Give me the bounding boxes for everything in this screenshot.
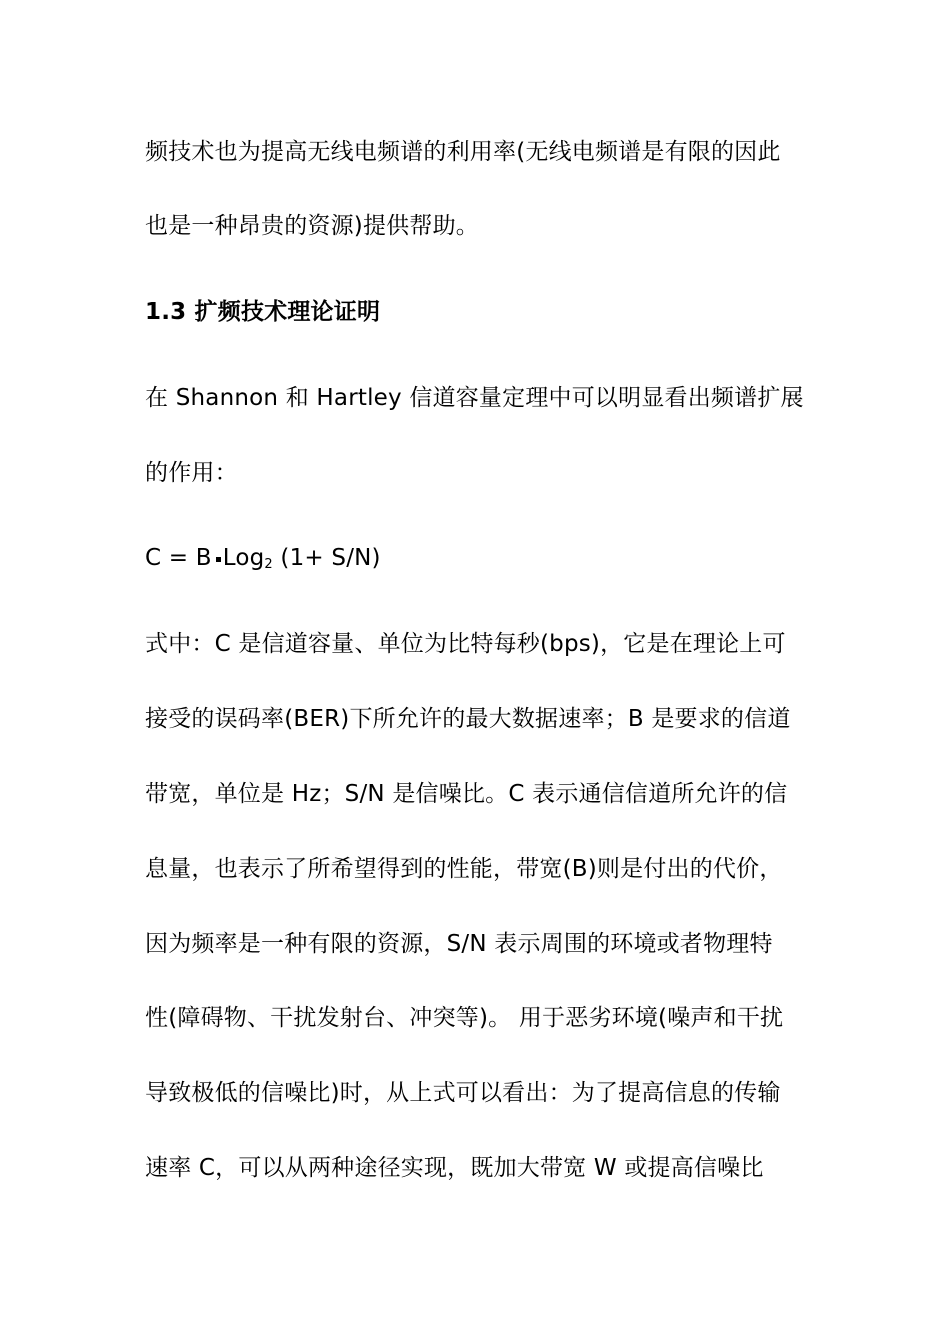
paragraph-1-line-1: 在 Shannon 和 Hartley 信道容量定理中可以明显看出频谱扩展 [145, 385, 804, 411]
paragraph-2-line-8: 速率 C，可以从两种途径实现，既加大带宽 W 或提高信噪比 [145, 1155, 764, 1181]
formula-subscript: 2 [264, 557, 273, 572]
formula-right: (1+ S/N) [272, 545, 381, 571]
intro-line-2: 也是一种昂贵的资源)提供帮助。 [145, 213, 479, 239]
multiplication-dot [216, 557, 221, 562]
paragraph-2-line-4: 息量，也表示了所希望得到的性能，带宽(B)则是付出的代价， [145, 856, 783, 882]
paragraph-2-line-2: 接受的误码率(BER)下所允许的最大数据速率；B 是要求的信道 [145, 706, 791, 732]
section-heading: 1.3 扩频技术理论证明 [145, 299, 381, 325]
paragraph-2-line-6: 性(障碍物、干扰发射台、冲突等)。 用于恶劣环境(噪声和干扰 [145, 1005, 784, 1031]
formula-func: Log [222, 545, 265, 571]
paragraph-2-line-5: 因为频率是一种有限的资源，S/N 表示周围的环境或者物理特 [145, 931, 773, 957]
intro-line-1: 频技术也为提高无线电频谱的利用率(无线电频谱是有限的因此 [145, 139, 781, 165]
capacity-formula [145, 543, 381, 580]
paragraph-2-line-3: 带宽，单位是 Hz；S/N 是信噪比。C 表示通信信道所允许的信 [145, 781, 788, 807]
paragraph-1-line-2: 的作用： [145, 460, 238, 486]
paragraph-2-line-1: 式中：C 是信道容量、单位为比特每秒(bps)，它是在理论上可 [145, 631, 786, 657]
paragraph-2-line-7: 导致极低的信噪比)时，从上式可以看出：为了提高信息的传输 [145, 1080, 781, 1106]
formula-left: C = B [145, 545, 212, 571]
